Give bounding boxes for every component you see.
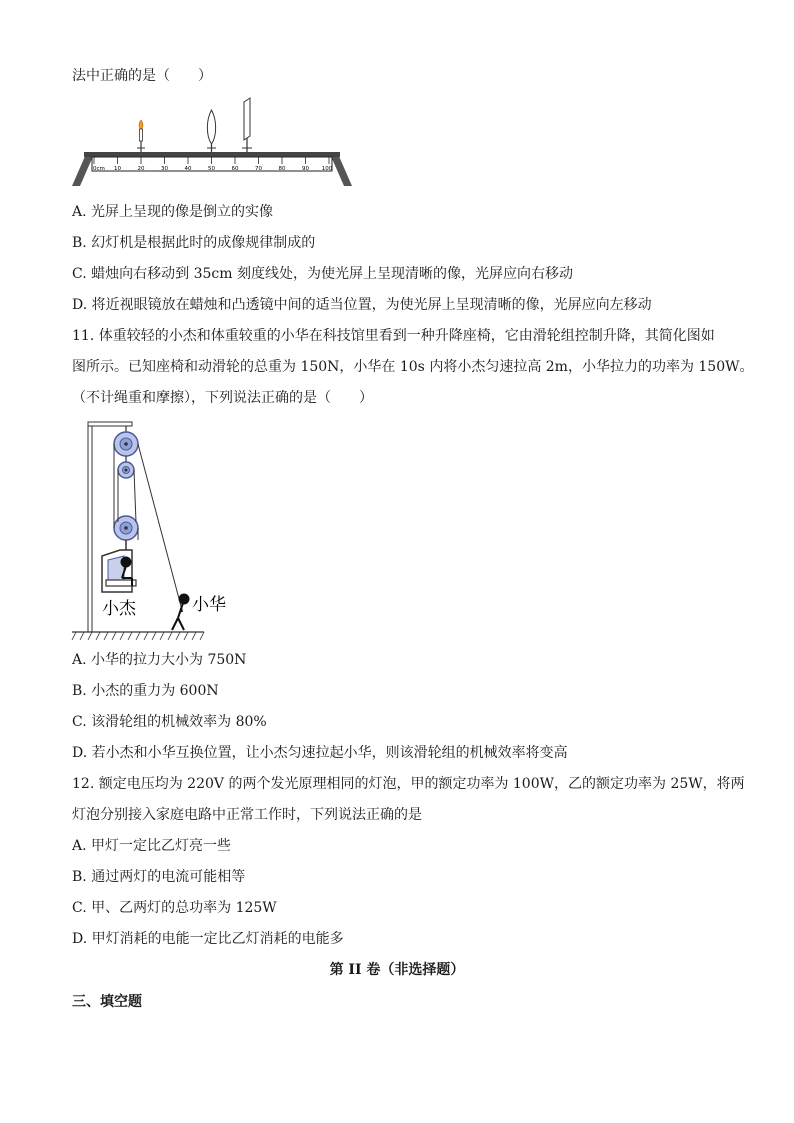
q10-option-d: D. 将近视眼镜放在蜡烛和凸透镜中间的适当位置，为使光屏上呈现清晰的像，光屏应向左移动 <box>72 297 652 313</box>
tick-label: 90 <box>302 166 309 172</box>
tick-label: 60 <box>231 166 239 172</box>
candle <box>137 120 145 152</box>
part-2-title: 第 II 卷（非选择题） <box>329 962 465 978</box>
q12-option-c: C. 甲、乙两灯的总功率为 125W <box>72 900 277 916</box>
scale-unit-label: 0cm <box>93 166 105 172</box>
tick-label: 80 <box>278 166 286 172</box>
q11-option-a: A. 小华的拉力大小为 750N <box>72 652 247 668</box>
tick-label: 100 <box>321 166 333 172</box>
light-screen <box>242 98 252 152</box>
q11-option-d: D. 若小杰和小华互换位置，让小杰匀速拉起小华，则该滑轮组的机械效率将变高 <box>72 745 568 761</box>
left-leg <box>72 154 94 186</box>
right-leg <box>330 154 352 186</box>
q11-stem-line-2: 图所示。已知座椅和动滑轮的总重为 150N，小华在 10s 内将小杰匀速拉高 2m，小华拉力的功率为 150W。 <box>72 359 754 375</box>
tick-label: 30 <box>161 166 168 172</box>
q10-option-a: A. 光屏上呈现的像是倒立的实像 <box>72 204 274 220</box>
bench-rail <box>84 152 340 157</box>
q12-option-b: B. 通过两灯的电流可能相等 <box>72 869 246 885</box>
tick-label: 10 <box>114 166 121 172</box>
tick-label: 20 <box>137 166 145 172</box>
label-xiaojie: 小杰 <box>102 599 136 619</box>
q11-stem-line-1: 11. 体重较轻的小杰和体重较重的小华在科技馆里看到一种升降座椅，它由滑轮组控制升降，其简化图如 <box>72 328 715 344</box>
pulley-lift-figure <box>72 414 226 646</box>
q12-option-d: D. 甲灯消耗的电能一定比乙灯消耗的电能多 <box>72 931 344 947</box>
q11-stem-line-3: （不计绳重和摩擦），下列说法正确的是（ ） <box>72 390 373 406</box>
section-3-title: 三、填空题 <box>72 994 142 1010</box>
ground-hatch <box>72 632 204 640</box>
convex-lens <box>207 110 216 152</box>
q12-option-a: A. 甲灯一定比乙灯亮一些 <box>72 838 232 854</box>
q12-stem-line-1: 12. 额定电压均为 220V 的两个发光原理相同的灯泡，甲的额定功率为 100W，乙的额定功率为 25W，将两 <box>72 776 745 792</box>
q11-option-c: C. 该滑轮组的机械效率为 80% <box>72 714 267 730</box>
tick-label: 40 <box>184 166 192 172</box>
q10-option-b: B. 幻灯机是根据此时的成像规律制成的 <box>72 235 316 251</box>
q10-stem-tail: 法中正确的是（ ） <box>72 68 212 84</box>
q11-option-b: B. 小杰的重力为 600N <box>72 683 219 699</box>
tick-label: 50 <box>208 166 215 172</box>
frame-beam <box>88 422 132 426</box>
q10-option-c: C. 蜡烛向右移动到 35cm 刻度线处，为使光屏上呈现清晰的像，光屏应向右移动 <box>72 266 573 282</box>
label-xiaohua: 小华 <box>192 595 226 615</box>
tick-label: 70 <box>255 166 262 172</box>
frame-post <box>88 424 92 632</box>
xiaohua-figure <box>172 595 189 631</box>
q12-stem-line-2: 灯泡分别接入家庭电路中正常工作时，下列说法正确的是 <box>72 807 422 823</box>
optical-bench-figure <box>72 96 352 192</box>
